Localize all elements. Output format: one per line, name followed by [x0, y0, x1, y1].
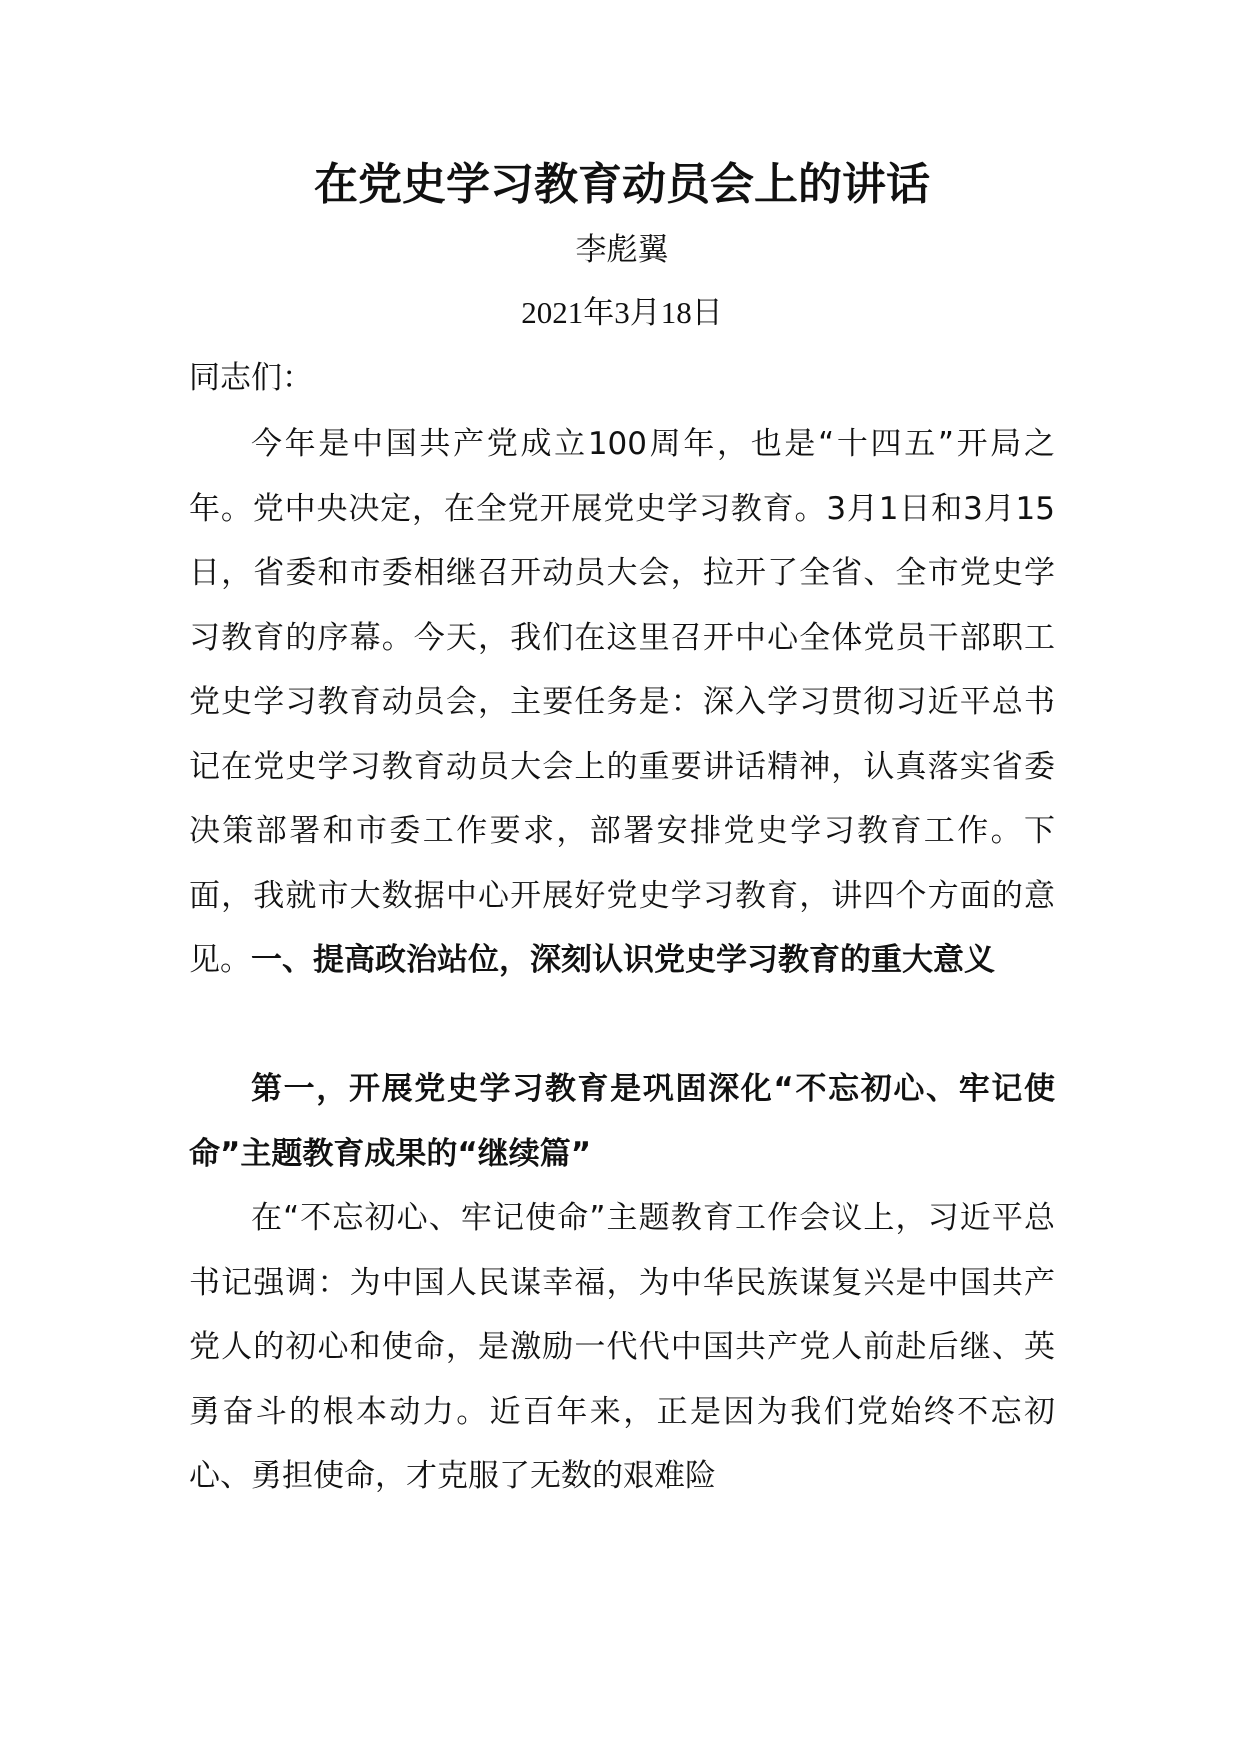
author-name: 李彪翼: [575, 232, 669, 268]
body-paragraph: 在“不忘初心、牢记使命”主题教育工作会议上，习近平总书记强调：为中国人民谋幸福，为中华民族谋复兴是中国共产党人的初心和使命，是激励一代代中国共产党人前赴后继、英勇奋斗的根本动力。近百年来，正是因为我们党始终不忘初心、勇担使命，才克服了无数的艰难险: [189, 1200, 1055, 1494]
document-page: [189, 150, 1055, 1573]
intro-paragraph: 今年是中国共产党成立100周年，也是“十四五”开局之年。党中央决定，在全党开展党史学习教育。3月1日和3月15日，省委和市委相继召开动员大会，拉开了全省、全市党史学习教育的序幕。今天，我们在这里召开中心全体党员干部职工党史学习教育动员会，主要任务是：深入学习贯彻习近平总书记在党史学习教育动员大会上的重要讲话精神，认真落实省委决策部署和市委工作要求，部署安排党史学习教育工作。下面，我就市大数据中心开展好党史学习教育，讲四个方面的意见。: [189, 426, 1055, 978]
salutation: 同志们：: [189, 360, 313, 396]
speech-date: 2021年3月18日: [521, 295, 723, 330]
document-title: 在党史学习教育动员会上的讲话: [314, 159, 930, 210]
subsection-heading-1: 第一，开展党史学习教育是巩固深化“不忘初心、牢记使命”主题教育成果的“继续篇”: [189, 1071, 1055, 1172]
section-heading-1: 一、提高政治站位，深刻认识党史学习教育的重大意义: [251, 942, 995, 978]
